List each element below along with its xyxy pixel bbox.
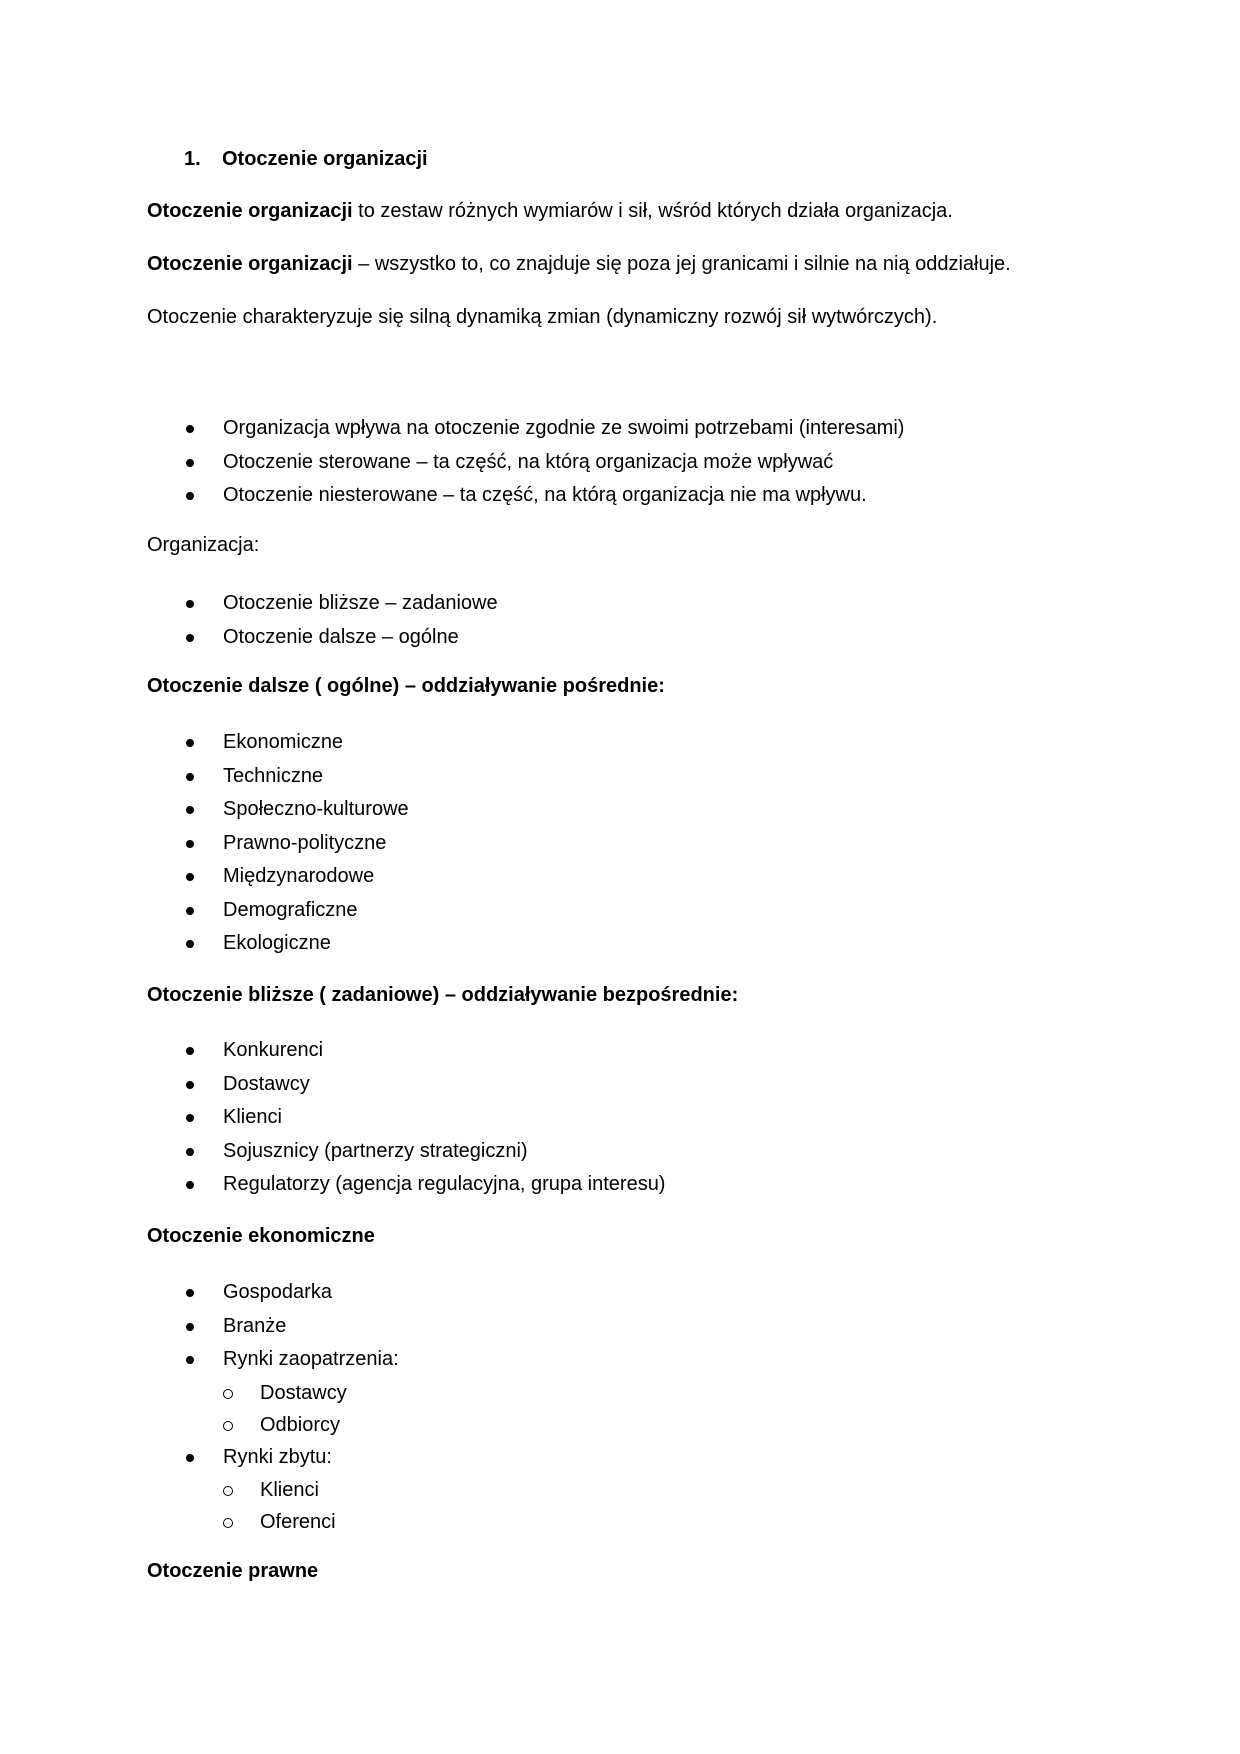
definition-text: to zestaw różnych wymiarów i sił, wśród których działa organizacja. bbox=[352, 200, 953, 222]
heading-number: 1. bbox=[184, 148, 201, 170]
bullet-icon bbox=[186, 459, 194, 467]
bullet-icon bbox=[186, 907, 194, 915]
bullet-icon bbox=[186, 940, 194, 948]
bullet-icon bbox=[186, 1081, 194, 1089]
bullet-icon bbox=[186, 1114, 194, 1122]
definition-term: Otoczenie organizacji bbox=[147, 200, 353, 222]
bullet-icon bbox=[186, 492, 194, 500]
definition-paragraph-1 bbox=[147, 200, 953, 223]
organizacja-label: Organizacja: bbox=[147, 534, 260, 556]
bullet-icon bbox=[186, 1148, 194, 1156]
dynamics-paragraph: Otoczenie charakteryzuje się silną dynamiką zmian (dynamiczny rozwój sił wytwórczych). bbox=[147, 306, 938, 328]
section-heading-dalsze: Otoczenie dalsze ( ogólne) – oddziaływanie pośrednie: bbox=[147, 675, 665, 697]
bullet-icon bbox=[186, 1047, 194, 1055]
section-heading-prawne: Otoczenie prawne bbox=[147, 1560, 319, 1582]
bullet-icon bbox=[186, 806, 194, 814]
section-heading bbox=[184, 148, 428, 171]
bullet-icon bbox=[186, 840, 194, 848]
bullet-icon bbox=[186, 1356, 194, 1364]
section-heading-ekonomiczne: Otoczenie ekonomiczne bbox=[147, 1225, 375, 1247]
circle-bullet-icon bbox=[223, 1486, 233, 1496]
circle-bullet-icon bbox=[223, 1389, 233, 1399]
bullet-icon bbox=[186, 425, 194, 433]
document-page: 1. Otoczenie organizacji Otoczenie organizacji to zestaw różnych wymiarów i sił, wśród których działa organizacja. Otoczenie organizacji – wszystko to, co znajduje się poza jej granicami i silnie na nią oddziałuje. Otoczenie charakteryzuje się silną dynamiką zmian (dynamiczny rozwój sił wytwórczych). Organizacja wpływa na otoczenie zgodnie ze swoimi potrzebami (interesami) Otoczenie sterowane – ta część, na którą organizacja może wpływać Otoczenie niesterowane – ta część, na którą organizacja nie ma wpływu. Organizacja: Otoczenie bliższe – zadaniowe Otoczenie dalsze – ogólne Otoczenie dalsze ( ogólne) – oddziaływanie pośrednie: Ekonomiczne Techniczne Społeczno-kulturowe Prawno-polityczne Międzynarodowe Demograficzne Ekologiczne Otoczenie bliższe ( zadaniowe) – oddziaływanie bezpośrednie: Konkurenci Dostawcy Klienci Sojusznicy (partnerzy strategiczni) Regulatorzy (agencja regulacyjna, grupa interesu) Otoczenie ekonomiczne Gospodarka Branże Rynki zaopatrzenia: Dostawcy Odbiorcy Rynki zbytu: Klienci Oferenci Otoczenie prawne bbox=[0, 0, 1240, 1754]
circle-bullet-icon bbox=[223, 1518, 233, 1528]
bullet-icon bbox=[186, 1323, 194, 1331]
bullet-icon bbox=[186, 600, 194, 608]
definition-text: – wszystko to, co znajduje się poza jej granicami i silnie na nią oddziałuje. bbox=[352, 253, 1011, 275]
circle-bullet-icon bbox=[223, 1421, 233, 1431]
bullet-icon bbox=[186, 1289, 194, 1297]
definition-paragraph-2 bbox=[147, 253, 1011, 276]
bullet-icon bbox=[186, 773, 194, 781]
bullet-icon bbox=[186, 873, 194, 881]
bullet-icon bbox=[186, 739, 194, 747]
bullet-icon bbox=[186, 1181, 194, 1189]
bullet-icon bbox=[186, 1454, 194, 1462]
heading-title: Otoczenie organizacji bbox=[222, 148, 428, 170]
definition-term: Otoczenie organizacji bbox=[147, 253, 353, 275]
bullet-icon bbox=[186, 634, 194, 642]
section-heading-blizsze: Otoczenie bliższe ( zadaniowe) – oddziaływanie bezpośrednie: bbox=[147, 984, 739, 1006]
